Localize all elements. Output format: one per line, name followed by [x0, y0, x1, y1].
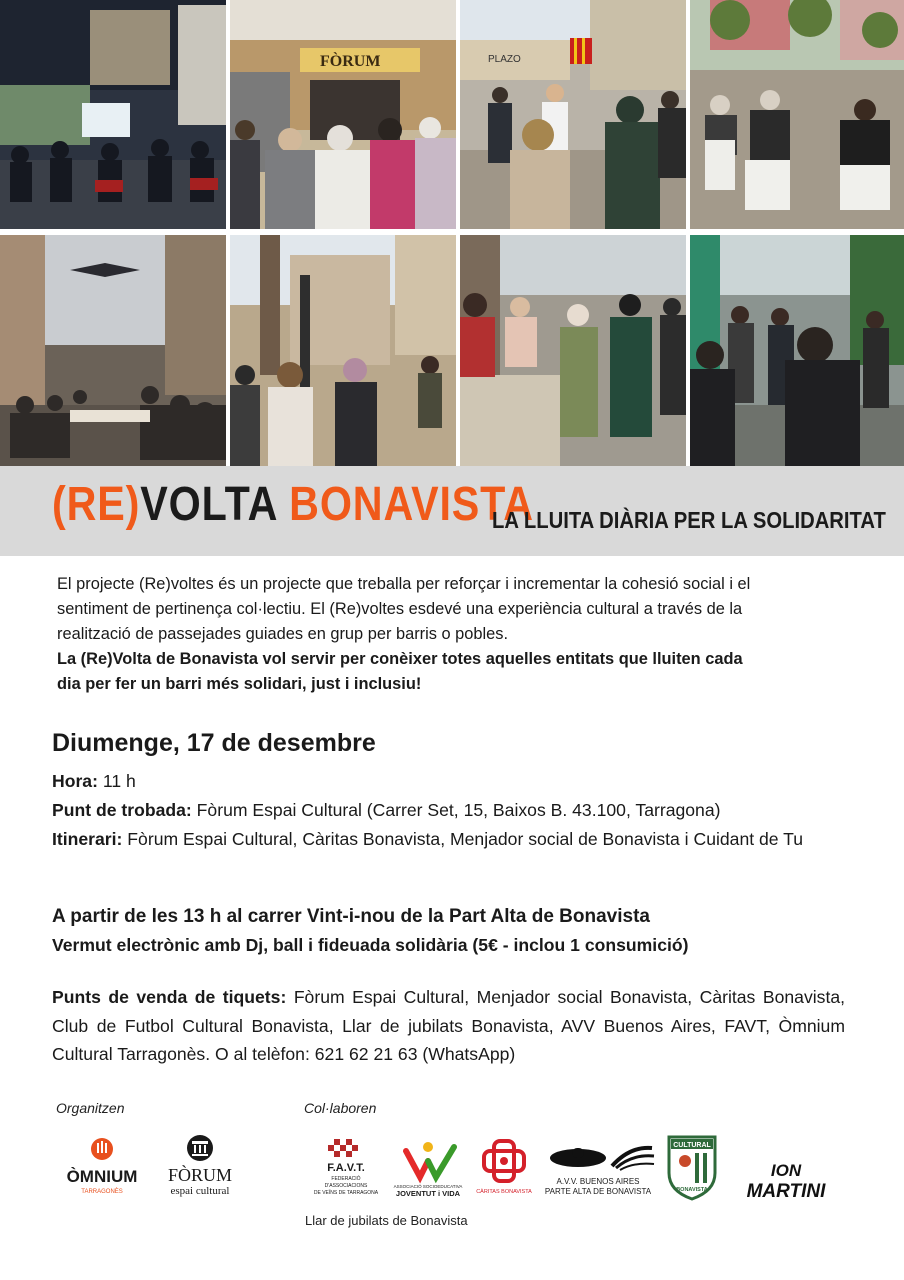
title-volta: VOLTA	[140, 478, 277, 531]
omnium-logo	[54, 1137, 150, 1197]
svg-text:PLAZO: PLAZO	[488, 54, 521, 65]
joventut-i-vida-logo	[388, 1137, 468, 1199]
svg-text:FÒRUM: FÒRUM	[320, 53, 381, 70]
caritas-logo	[472, 1137, 536, 1199]
intro-line-bold: La (Re)Volta de Bonavista vol servir per conèixer totes aquelles entitats que lluiten cada	[57, 650, 743, 668]
event-hora	[52, 767, 847, 796]
title-re: (RE)	[52, 478, 141, 531]
omnium-name: ÒMNIUM	[66, 1167, 138, 1186]
event-itinerary	[52, 825, 847, 854]
forum-name: FÒRUM	[167, 1165, 233, 1185]
event-date: Diumenge, 17 de desembre	[52, 729, 376, 757]
afternoon-line: Vermut electrònic amb Dj, ball i fideuada solidària (5€ - inclou 1 consumició)	[52, 935, 689, 955]
event-meeting-point	[52, 796, 847, 825]
photo-square-listeners	[230, 235, 456, 466]
tickets-label: Punts de venda de tiquets:	[52, 987, 287, 1007]
intro-line: El projecte (Re)voltes és un projecte que treballa per reforçar i incrementar la cohesió social i el	[57, 575, 751, 593]
avv-sub: PARTE ALTA DE BONAVISTA	[544, 1187, 652, 1196]
llar-jubilats-label: Llar de jubilats de Bonavista	[305, 1213, 468, 1228]
jv-name: JOVENTUT i VIDA	[395, 1189, 461, 1198]
title-bonavista: BONAVISTA	[289, 478, 534, 531]
photo-street-fideuada	[0, 235, 226, 466]
hora-value: 11 h	[102, 771, 136, 791]
photo-courtyard-group	[690, 235, 904, 466]
event-subtitle: LA LLUITA DIÀRIA PER LA SOLIDARITAT	[492, 507, 886, 533]
photo-outdoor-cinema	[0, 0, 226, 229]
event-title	[52, 477, 534, 532]
ion-text: ION	[770, 1161, 802, 1180]
ticket-sales	[52, 983, 845, 1069]
favt-sub: FEDERACIÓ	[331, 1176, 361, 1182]
intro-paragraph	[57, 572, 857, 697]
caritas-name: CÀRITAS BONAVISTA	[476, 1189, 532, 1195]
omnium-sub: TARRAGONÈS	[81, 1189, 123, 1195]
forum-sub: espai cultural	[170, 1185, 230, 1197]
organitzen-label: Organitzen	[56, 1100, 125, 1116]
forum-logo	[160, 1135, 240, 1199]
photo-plaza-gathering	[460, 0, 686, 229]
avv-name: A.V.V. BUENOS AIRES	[556, 1177, 640, 1186]
meeting-point-value: Fòrum Espai Cultural (Carrer Set, 15, Baixos B. 43.100, Tarragona)	[196, 800, 721, 820]
avv-buenos-aires-logo	[540, 1142, 660, 1198]
cultural-bottom: BONAVISTA	[676, 1187, 708, 1193]
photo-seated-audience	[690, 0, 904, 229]
photo-collage	[0, 0, 904, 466]
martini-text: MARTINI	[746, 1181, 826, 1202]
jv-top: ASSOCIACIÓ SOCIOEDUCATIVA	[393, 1184, 463, 1189]
photo-women-speaking	[460, 235, 686, 466]
afternoon-event	[52, 902, 688, 960]
ion-martini-logo	[728, 1160, 848, 1202]
favt-name: F.A.V.T.	[327, 1162, 365, 1174]
itinerary-label: Itinerari:	[52, 829, 123, 849]
cultural-bonavista-crest	[665, 1133, 719, 1201]
meeting-point-label: Punt de trobada:	[52, 800, 192, 820]
intro-line: sentiment de pertinença col·lectiu. El (Re)voltes esdevé una experiència cultural a través de la	[57, 600, 743, 618]
tickets-value: Fòrum Espai Cultural, Menjador social Bonavista, Càritas Bonavista, Club de Futbol Cultural Bonavista, Llar de jubilats Bonavista, AVV Buenos Aires, FAVT, Òmnium Cultural Tarragonès. O al telèfon: 621 62 21 63 (WhatsApp)	[52, 987, 846, 1064]
favt-sub: D'ASSOCIACIONS	[324, 1183, 368, 1189]
itinerary-value: Fòrum Espai Cultural, Càritas Bonavista, Menjador social de Bonavista i Cuidant de Tu	[127, 829, 804, 849]
intro-line-bold: dia per fer un barri més solidari, just i inclusiu!	[57, 675, 422, 693]
photo-forum-entrance	[230, 0, 456, 229]
favt-logo	[310, 1137, 382, 1201]
collaboren-label: Col·laboren	[304, 1100, 377, 1116]
favt-sub: DE VEÏNS DE TARRAGONA	[313, 1190, 379, 1196]
afternoon-line: A partir de les 13 h al carrer Vint-i-nou de la Part Alta de Bonavista	[52, 906, 650, 927]
intro-line: realització de passejades guiades en grup per barris o pobles.	[57, 625, 509, 643]
hora-label: Hora:	[52, 771, 98, 791]
cultural-top: CULTURAL	[673, 1142, 711, 1149]
